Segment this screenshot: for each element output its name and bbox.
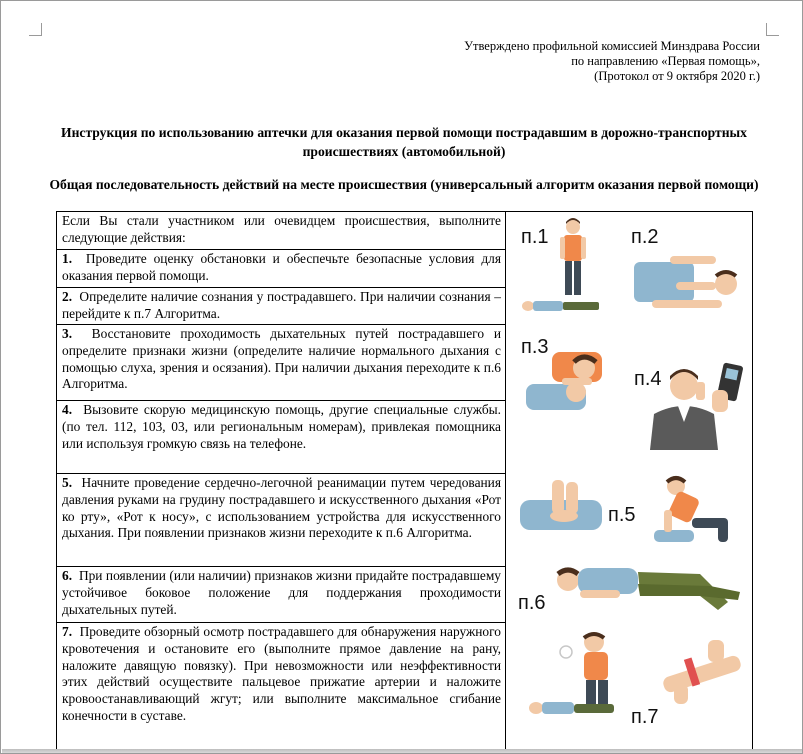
picture-label: п.6 [518, 592, 546, 614]
tourniquet-illustration [654, 636, 746, 710]
approval-stamp [464, 39, 760, 84]
step-row [57, 401, 505, 474]
step-text: Определите наличие сознания у пострадавшего. При наличии сознания – перейдите к п.7 Алгоритма. [62, 289, 501, 321]
document-title: Инструкция по использованию аптечки для оказания первой помощи пострадавшим в дорожно-транспортных происшествиях (автомобильной) [61, 125, 747, 159]
algorithm-table [56, 211, 753, 754]
step-number: 1. [62, 251, 73, 266]
picture-label: п.1 [521, 226, 549, 248]
picture-label: п.2 [631, 226, 659, 248]
check-consciousness-illustration [630, 252, 748, 318]
step-text: Если Вы стали участником или очевидцем происшествия, выполните следующие действия: [62, 213, 501, 245]
step-number: 6. [62, 568, 73, 583]
step-row [57, 325, 505, 401]
picture-label: п.4 [634, 368, 662, 390]
bleeding-check-illustration [526, 630, 626, 726]
step-text: Проведите оценку обстановки и обеспечьте безопасные условия для оказания первой помощи. [62, 251, 501, 283]
recovery-position-illustration [550, 562, 750, 620]
page-shadow [2, 749, 803, 754]
picture-label: п.7 [631, 706, 659, 728]
intro-row [57, 212, 505, 250]
step-number: 5. [62, 475, 73, 490]
emergency-call-illustration [644, 362, 750, 450]
step-text: Проведите обзорный осмотр пострадавшего для обнаружения наружного кровотечения и остановите его (выполните прямое давление на рану, наложите давящую повязку). При невозможности или неэффективности этих действий осуществите пальцевое прижатие артерии и наложите кровоостанавливающий жгут; или выполните максимальное сгибание конечности в суставе. [62, 624, 501, 723]
step-text: Начните проведение сердечно-легочной реанимации путем чередования давления руками на грудину пострадавшего и искусственного дыхания «Рот ко рту», «Рот к носу», с использованием устройства для искусственного дыхания. При появлении признаков жизни переходите к п.6 Алгоритма. [62, 475, 502, 541]
step-text: Вызовите скорую медицинскую помощь, другие специальные службы. (по тел. 112, 103, 03, или региональным номерам), привлекая помощника или используя громкую связь на телефоне. [62, 402, 502, 451]
step-row [57, 288, 505, 325]
picture-label: п.5 [608, 504, 636, 526]
step-row [57, 623, 505, 754]
approval-line: Утверждено профильной комиссией Минздрава России [464, 39, 760, 53]
approval-line: (Протокол от 9 октября 2020 г.) [594, 69, 760, 83]
step-number: 4. [62, 402, 73, 417]
step-text: При появлении (или наличии) признаков жизни придайте пострадавшему устойчивое боковое положение для поддержания проходимости дыхательных путей. [62, 568, 501, 617]
approval-line: по направлению «Первая помощь», [571, 54, 760, 68]
step-row [57, 250, 505, 288]
picture-label: п.3 [521, 336, 549, 358]
assess-scene-illustration [516, 216, 616, 322]
page-corner-mark [766, 23, 779, 36]
cpr-compressions-illustration [518, 478, 606, 544]
cpr-position-illustration [652, 474, 748, 546]
page-corner-mark [29, 23, 42, 36]
step-number: 7. [62, 624, 73, 639]
step-row [57, 567, 505, 623]
illustrations-column [506, 212, 752, 754]
step-number: 2. [62, 289, 73, 304]
step-text: Восстановите проходимость дыхательных путей пострадавшего и определите признаки жизни (определите наличие нормального дыхания с помощью слуха, зрения и осязания). При наличии дыхания переходите к п.6 Алгоритма. [62, 326, 501, 392]
steps-column [57, 212, 506, 754]
airway-check-illustration [524, 348, 614, 420]
step-row [57, 474, 505, 567]
section-subtitle: Общая последовательность действий на месте происшествия (универсальный алгоритм оказания первой помощи) [49, 177, 759, 192]
step-number: 3. [62, 326, 73, 341]
